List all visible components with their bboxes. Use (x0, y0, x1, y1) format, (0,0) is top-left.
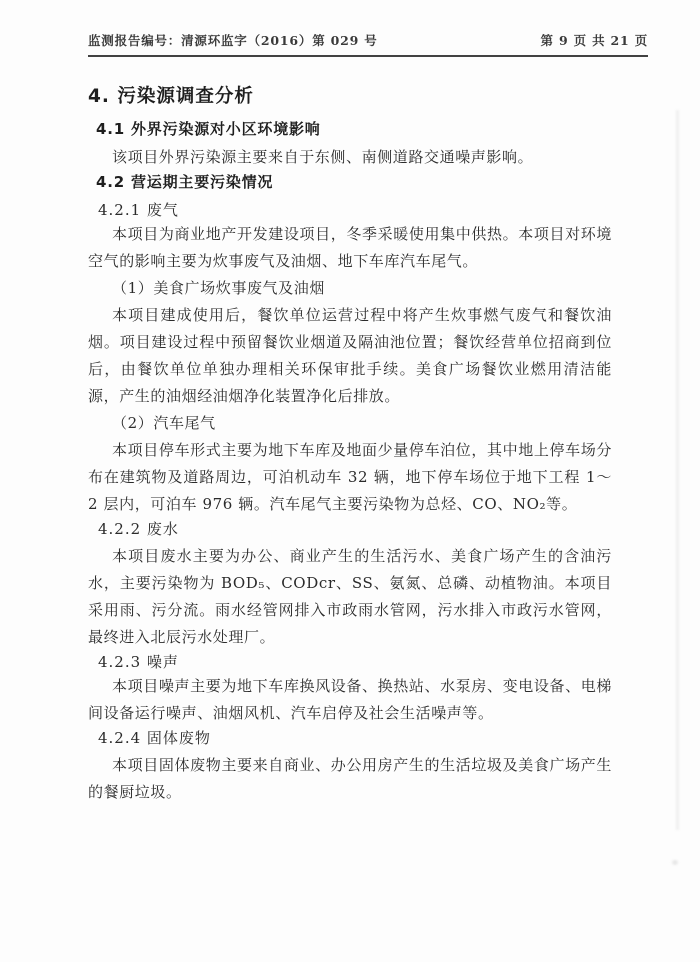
paragraph-4-2-2: 本项目废水主要为办公、商业产生的生活污水、美食广场产生的含油污水，主要污染物为 BOD₅、CODcr、SS、氨氮、总磷、动植物油。本项目采用雨、污分流。雨水经管网排入市政雨水管网，污水排入市政污水管网，最终进入北辰污水处理厂。 (88, 547, 612, 646)
section-title-4-2: 4.2 营运期主要污染情况 (96, 173, 274, 191)
subsection-title-4-2-3: 4.2.3 噪声 (98, 653, 179, 671)
scan-artifact-streak (676, 110, 679, 830)
report-number: 监测报告编号：清源环监字（2016）第 029 号 (88, 33, 378, 48)
paragraph-4-2-4: 本项目固体废物主要来自商业、办公用房产生的生活垃圾及美食广场产生的餐厨垃圾。 (88, 756, 612, 801)
list-item-2-title: （2）汽车尾气 (112, 414, 216, 432)
subsection-title-4-2-2: 4.2.2 废水 (98, 520, 179, 538)
chapter-title: 4. 污染源调查分析 (88, 86, 254, 107)
page-header (88, 31, 648, 57)
subsection-title-4-2-1: 4.2.1 废气 (98, 201, 179, 219)
list-item-1-paragraph: 本项目建成使用后，餐饮单位运营过程中将产生炊事燃气废气和餐饮油烟。项目建设过程中预留餐饮业烟道及隔油池位置；餐饮经营单位招商到位后，由餐饮单位单独办理相关环保审批手续。美食广场餐饮业燃用清洁能源，产生的油烟经油烟净化装置净化后排放。 (88, 306, 612, 405)
list-item-2-paragraph: 本项目停车形式主要为地下车库及地面少量停车泊位，其中地上停车场分布在建筑物及道路周边，可泊机动车 32 辆，地下停车场位于地下工程 1～2 层内，可泊车 976 辆。汽车尾气主要污染物为总烃、CO、NO₂等。 (88, 441, 612, 513)
scan-artifact-speck (672, 860, 678, 865)
paragraph-4-1: 该项目外界污染源主要来自于东侧、南侧道路交通噪声影响。 (112, 148, 534, 166)
list-item-1-title: （1）美食广场炊事废气及油烟 (112, 279, 325, 297)
paragraph-4-2-1: 本项目为商业地产开发建设项目，冬季采暖使用集中供热。本项目对环境空气的影响主要为炊事废气及油烟、地下车库汽车尾气。 (88, 225, 612, 270)
subsection-title-4-2-4: 4.2.4 固体废物 (98, 729, 211, 747)
document-body (88, 84, 612, 806)
page-indicator: 第 9 页 共 21 页 (540, 33, 648, 48)
section-title-4-1: 4.1 外界污染源对小区环境影响 (96, 120, 321, 138)
paragraph-4-2-3: 本项目噪声主要为地下车库换风设备、换热站、水泵房、变电设备、电梯间设备运行噪声、油烟风机、汽车启停及社会生活噪声等。 (88, 677, 612, 722)
